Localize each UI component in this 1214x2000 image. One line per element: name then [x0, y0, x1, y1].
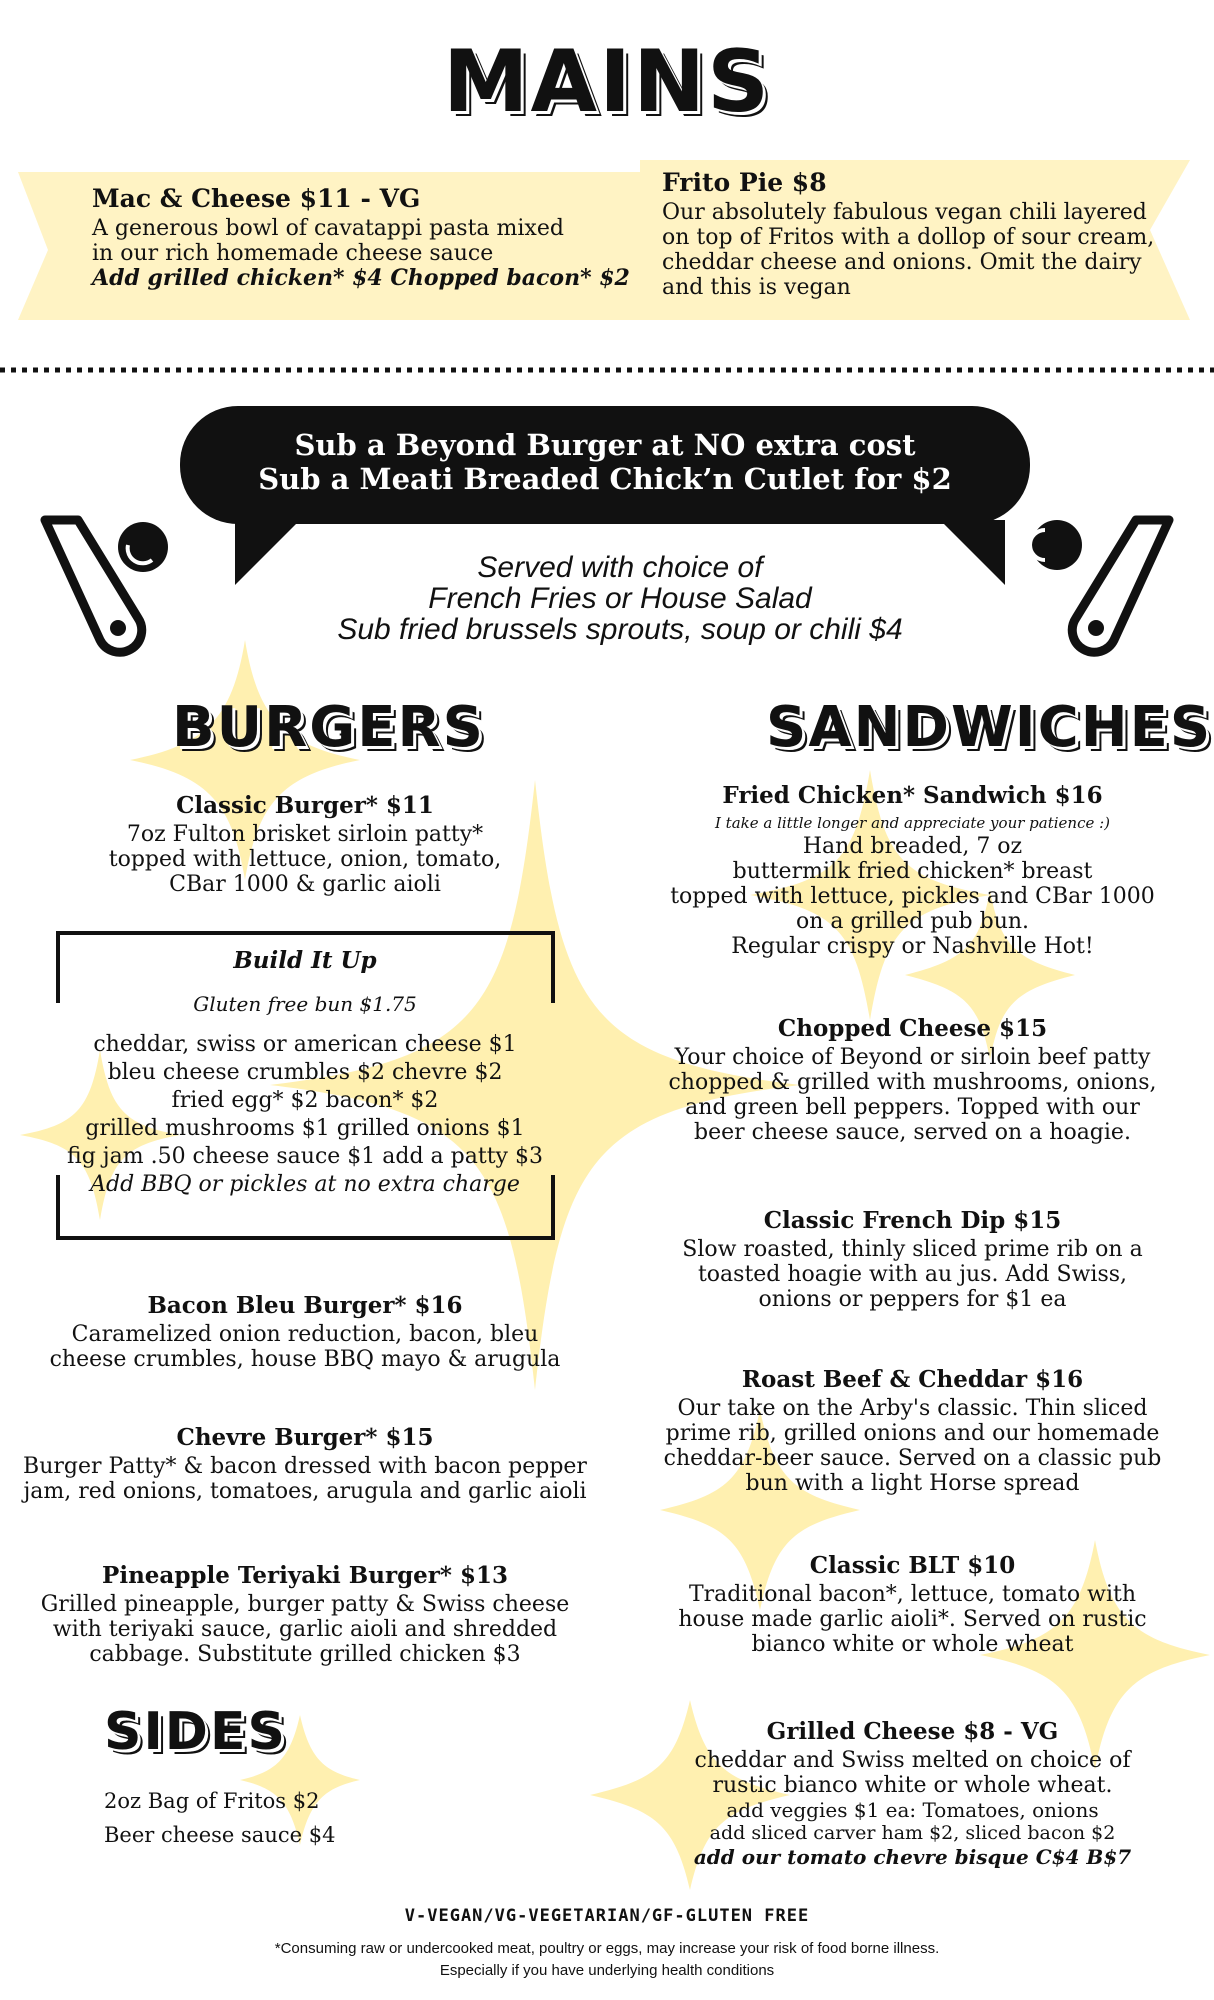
build-it-up-footer: Add BBQ or pickles at no extra charge — [90, 1172, 520, 1197]
item-title: Frito Pie $8 — [662, 168, 827, 197]
disclaimer-line: Especially if you have underlying health conditions — [439, 1962, 775, 1979]
item-description-line: rustic bianco white or whole wheat. — [712, 1773, 1113, 1798]
served-with-line: Served with choice of — [477, 551, 763, 584]
item-title: Chopped Cheese $15 — [777, 1015, 1048, 1042]
roast-beef-cheddar-item — [640, 1364, 1185, 1496]
item-title: Classic French Dip $15 — [763, 1207, 1062, 1234]
item-title: Fried Chicken* Sandwich $16 — [722, 782, 1103, 809]
chopped-cheese-item — [640, 1013, 1185, 1145]
item-description-line: beer cheese sauce, served on a hoagie. — [694, 1120, 1131, 1145]
bacon-bleu-burger-item — [10, 1290, 600, 1372]
item-description-line: CBar 1000 & garlic aioli — [169, 872, 441, 897]
pinball-ball-icon — [118, 522, 168, 572]
item-description-line: jam, red onions, tomatoes, arugula and garlic aioli — [23, 1479, 587, 1504]
mains-heading: MAINS — [442, 32, 772, 132]
grilled-cheese-item — [640, 1716, 1185, 1869]
item-description-line: Your choice of Beyond or sirloin beef patty — [674, 1045, 1151, 1070]
disclaimer-line: *Consuming raw or undercooked meat, poultry or eggs, may increase your risk of food borne illness. — [274, 1940, 940, 1957]
chevre-burger-item — [0, 1422, 610, 1504]
pineapple-teriyaki-burger-item — [10, 1560, 600, 1667]
item-description-line: cheese crumbles, house BBQ mayo & arugula — [49, 1347, 561, 1372]
item-description-line: prime rib, grilled onions and our homemade — [665, 1421, 1160, 1446]
build-it-up-subtitle: Gluten free bun $1.75 — [193, 992, 417, 1016]
item-title: Chevre Burger* $15 — [176, 1424, 434, 1451]
served-with-line: French Fries or House Salad — [428, 582, 812, 615]
build-it-up-line: fig jam .50 cheese sauce $1 add a patty $3 — [67, 1144, 543, 1169]
promo-line: Sub a Meati Breaded Chick’n Cutlet for $2 — [258, 462, 952, 496]
item-description-line: Caramelized onion reduction, bacon, bleu — [71, 1322, 539, 1347]
frito-pie-item — [662, 166, 1202, 300]
item-description-line: house made garlic aioli*. Served on rustic — [678, 1607, 1147, 1632]
mac-and-cheese-item — [92, 182, 652, 291]
item-description-line: and this is vegan — [662, 275, 851, 300]
build-it-up-line: cheddar, swiss or american cheese $1 — [93, 1032, 517, 1057]
item-title: Classic BLT $10 — [809, 1552, 1016, 1579]
item-description-line: cheddar cheese and onions. Omit the dairy — [662, 250, 1142, 275]
build-it-up-line: fried egg* $2 bacon* $2 — [171, 1088, 439, 1113]
promo-text — [180, 428, 1030, 496]
item-description-line: Slow roasted, thinly sliced prime rib on a — [682, 1237, 1143, 1262]
build-it-up-box — [40, 945, 570, 1199]
list-item: 2oz Bag of Fritos $2 — [104, 1789, 320, 1813]
sandwiches-heading: SANDWICHES — [766, 695, 1213, 760]
item-description-line: on a grilled pub bun. — [795, 909, 1030, 934]
item-description-line: on top of Fritos with a dollop of sour cream, — [662, 225, 1155, 250]
served-with-line: Sub fried brussels sprouts, soup or chili $4 — [337, 613, 903, 646]
item-description-line: Burger Patty* & bacon dressed with bacon pepper — [23, 1454, 587, 1479]
item-title: Pineapple Teriyaki Burger* $13 — [102, 1562, 508, 1589]
item-description-line: A generous bowl of cavatappi pasta mixed — [92, 216, 564, 241]
classic-burger-item — [20, 790, 590, 897]
item-description-line: onions or peppers for $1 ea — [758, 1287, 1067, 1312]
item-addons: add our tomato chevre bisque C$4 B$7 — [693, 1845, 1132, 1869]
list-item: Beer cheese sauce $4 — [104, 1823, 336, 1847]
build-it-up-line: grilled mushrooms $1 grilled onions $1 — [85, 1116, 525, 1141]
item-description-line: add veggies $1 ea: Tomatoes, onions — [726, 1798, 1099, 1822]
item-title: Mac & Cheese $11 - VG — [92, 184, 421, 213]
sides-heading: SIDES — [104, 1702, 287, 1762]
item-title: Roast Beef & Cheddar $16 — [741, 1366, 1084, 1393]
item-description-line: cheddar-beer sauce. Served on a classic pub — [663, 1446, 1162, 1471]
item-description-line: Our take on the Arby's classic. Thin sliced — [677, 1396, 1148, 1421]
item-description-line: cabbage. Substitute grilled chicken $3 — [89, 1642, 521, 1667]
item-addons: Add grilled chicken* $4 Chopped bacon* $2 — [92, 265, 630, 291]
item-description-line: bianco white or whole wheat — [751, 1632, 1074, 1657]
item-description-line: chopped & grilled with mushrooms, onions, — [668, 1070, 1157, 1095]
pinball-ball-icon — [1030, 520, 1082, 570]
item-description-line: Regular crispy or Nashville Hot! — [731, 934, 1094, 959]
item-description-line: cheddar and Swiss melted on choice of — [694, 1748, 1131, 1773]
item-description-line: topped with lettuce, pickles and CBar 1000 — [670, 884, 1155, 909]
item-description-line: bun with a light Horse spread — [745, 1471, 1080, 1496]
served-with-text — [230, 552, 1010, 645]
item-description-line: and green bell peppers. Topped with our — [685, 1095, 1140, 1120]
item-description-line: Grilled pineapple, burger patty & Swiss cheese — [40, 1592, 570, 1617]
item-note: I take a little longer and appreciate your patience :) — [714, 814, 1111, 832]
item-description-line: Our absolutely fabulous vegan chili layered — [662, 200, 1147, 225]
build-it-up-line: bleu cheese crumbles $2 chevre $2 — [107, 1060, 503, 1085]
item-description-line: topped with lettuce, onion, tomato, — [108, 847, 502, 872]
item-title: Grilled Cheese $8 - VG — [766, 1718, 1059, 1745]
item-description-line: 7oz Fulton brisket sirloin patty* — [126, 822, 484, 847]
build-it-up-title: Build It Up — [233, 947, 377, 974]
sides-list — [104, 1784, 504, 1852]
item-description-line: Traditional bacon*, lettuce, tomato with — [688, 1582, 1137, 1607]
item-description-line: toasted hoagie with au jus. Add Swiss, — [697, 1262, 1128, 1287]
item-description-line: in our rich homemade cheese sauce — [92, 241, 494, 266]
pinball-flipper-icon — [1072, 520, 1169, 652]
item-description-line: with teriyaki sauce, garlic aioli and shredded — [52, 1617, 558, 1642]
burgers-heading: BURGERS — [172, 695, 485, 760]
item-title: Bacon Bleu Burger* $16 — [147, 1292, 463, 1319]
classic-blt-item — [640, 1550, 1185, 1657]
promo-line: Sub a Beyond Burger at NO extra cost — [294, 428, 916, 462]
disclaimer — [0, 1938, 1214, 1982]
item-title: Classic Burger* $11 — [176, 792, 434, 819]
fried-chicken-sandwich-item — [640, 780, 1185, 959]
classic-french-dip-item — [640, 1205, 1185, 1312]
item-description-line: buttermilk fried chicken* breast — [732, 859, 1093, 884]
item-description-line: add sliced carver ham $2, sliced bacon $2 — [709, 1822, 1116, 1844]
dietary-legend: V-VEGAN/VG-VEGETARIAN/GF-GLUTEN FREE — [404, 1906, 810, 1926]
item-description-line: Hand breaded, 7 oz — [802, 834, 1023, 859]
